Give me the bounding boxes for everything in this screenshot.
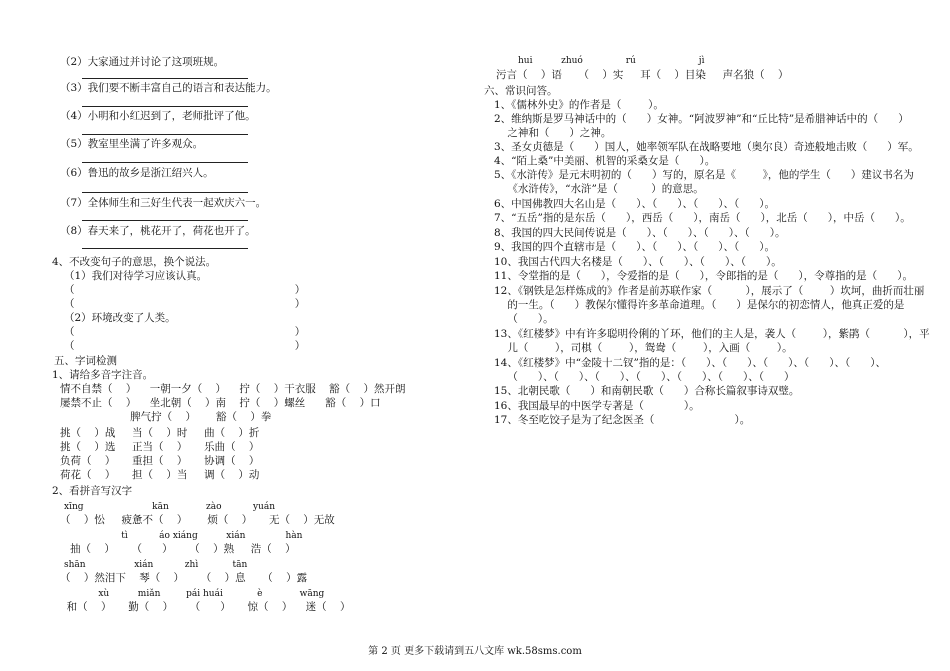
pinyin-row: xù miǎn pái huái è wāng: [64, 589, 325, 599]
qa-item: （ ）。: [494, 313, 554, 325]
answer-line: [82, 78, 248, 79]
qa-item: 15、北朝民歌（ ）和南朝民歌（ ）合称长篇叙事诗双璧。: [494, 385, 800, 397]
duoyin-row: 挑（ ）战 当（ ）时 曲（ ）折: [60, 427, 260, 439]
qa-item: 16、我国最早的中医学专著是（ ）。: [494, 400, 700, 412]
question-4-1: （1）我们对待学习应该认真。: [64, 270, 208, 282]
duoyin-row: 负荷（ ） 重担（ ） 协调（ ）: [60, 455, 260, 467]
answer-paren: （ ）: [64, 298, 306, 310]
transform-item-5: （5）教室里坐满了许多观众。: [60, 138, 204, 150]
answer-paren: （ ）: [64, 284, 306, 296]
qa-item: 之神和（ ）之神。: [494, 127, 612, 139]
duoyin-row: 挑（ ）选 正当（ ） 乐曲（ ）: [60, 441, 260, 453]
pinyin-top: hui zhuó rú jì: [518, 56, 705, 66]
question-4-2: （2）环境改变了人类。: [64, 312, 176, 324]
duoyin-row: 屡禁不止（ ） 坐北朝（ ）南 拧（ ）螺丝 豁（ ）口: [60, 397, 381, 409]
qa-item: 儿（ ），司棋（ ），鸳鸯（ ），入画（ ）。: [494, 342, 793, 354]
qa-item: 3、圣女贞德是（ ）国人，她率领军队在战略要地（奥尔良）奇迹般地击败（ ）军。: [494, 141, 919, 153]
pinyin-row: shān xián zhì tān: [64, 560, 248, 570]
qa-item: （ ）、（ ）、（ ）、（ ）、（ ）、（ ）、（ ）: [494, 371, 795, 383]
answer-line: [82, 220, 248, 221]
pinyin-row: tì áo xiáng xián hàn: [64, 531, 303, 541]
chengyu-row: 污言（ ）语 （ ）实 耳（ ）目染 声名狼（ ）: [496, 69, 789, 81]
answer-line: [82, 134, 248, 135]
question-5-1: 1、请给多音字注音。: [52, 369, 154, 381]
answer-line: [82, 192, 248, 193]
hanzi-row: （ ）然泪下 琴（ ） （ ）息 （ ）露: [60, 572, 308, 584]
hanzi-row: （ ）忪 疲惫不（ ） 烦（ ） 无（ ）无故: [60, 514, 335, 526]
qa-item: 6、中国佛教四大名山是（ ）、（ ）、（ ）、（ ）。: [494, 198, 776, 210]
duoyin-row: 脾气拧（ ） 豁（ ）拳: [60, 411, 272, 423]
page-footer: 第 2 页 更多下载请到五八文库 wk.58sms.com: [368, 646, 582, 657]
qa-item: 11、令堂指的是（ ），令爱指的是（ ），令郎指的是（ ），令尊指的是（ ）。: [494, 270, 913, 282]
transform-item-4: （4）小明和小红迟到了，老师批评了他。: [60, 110, 256, 122]
section-6-title: 六、常识问答。: [484, 85, 558, 97]
hanzi-row: 抽（ ） （ ） （ ）熟 浩（ ）: [60, 543, 296, 555]
transform-item-8: （8）春天来了，桃花开了，荷花也开了。: [60, 225, 256, 237]
qa-item: 17、冬至吃饺子是为了纪念医圣（ ）。: [494, 414, 751, 426]
qa-item: 的一生。（ ）教保尔懂得许多革命道理。（ ）是保尔的初恋情人，他真正爱的是: [494, 299, 905, 311]
qa-item: 14、《红楼梦》中“金陵十二钗”指的是：（ ）、（ ）、（ ）、（ ）、（ ）、: [494, 357, 886, 369]
pinyin-row: xīng kān zào yuán: [64, 502, 276, 512]
answer-paren: （ ）: [64, 326, 306, 338]
transform-item-7: （7）全体师生和三好生代表一起欢庆六一。: [60, 197, 267, 209]
qa-item: 《水浒传》，“水浒”是（ ）的意思。: [494, 183, 704, 195]
qa-item: 7、“五岳”指的是东岳（ ），西岳（ ），南岳（ ），北岳（ ），中岳（ ）。: [494, 212, 911, 224]
question-4-title: 4、不改变句子的意思，换个说法。: [52, 256, 217, 268]
qa-item: 12、《钢铁是怎样炼成的》作者是前苏联作家（ ），展示了（ ）坎坷，曲折而壮丽: [494, 285, 925, 297]
answer-line: [82, 106, 248, 107]
qa-item: 8、我国的四大民间传说是（ ）、（ ）、（ ）、（ ）。: [494, 227, 786, 239]
answer-line: [82, 162, 248, 163]
hanzi-row: 和（ ） 勤（ ） （ ） 惊（ ） 迷（ ）: [60, 601, 351, 613]
qa-item: 9、我国的四个直辖市是（ ）、（ ）、（ ）、（ ）。: [494, 241, 776, 253]
qa-item: 10、我国古代四大名楼是（ ）、（ ）、（ ）、（ ）。: [494, 256, 782, 268]
qa-item: 1、《儒林外史》的作者是（ ）。: [494, 99, 664, 111]
qa-item: 4、“陌上桑”中美丽、机智的采桑女是（ ）。: [494, 155, 716, 167]
question-5-2: 2、看拼音写汉字: [52, 485, 133, 497]
answer-line: [82, 248, 248, 249]
qa-item: 5、《水浒传》是元末明初的（ ）写的，原名是《 》，他的学生（ ）建议书名为: [494, 169, 914, 181]
duoyin-row: 荷花（ ） 担（ ）当 调（ ）动: [60, 469, 260, 481]
answer-paren: （ ）: [64, 340, 306, 352]
qa-item: 2、维纳斯是罗马神话中的（ ）女神。“阿波罗神”和“丘比特”是希腊神话中的（ ）: [494, 113, 909, 125]
section-5-title: 五、字词检测: [54, 355, 117, 367]
transform-item-2: （2）大家通过并讨论了这项班规。: [60, 56, 225, 68]
qa-item: 13、《红楼梦》中有许多聪明伶俐的丫环，他们的主人是，袭人（ ），紫鹃（ ），平: [494, 328, 930, 340]
transform-item-3: （3）我们要不断丰富自己的语言和表达能力。: [60, 82, 277, 94]
duoyin-row: 情不自禁（ ） 一朝一夕（ ） 拧（ ）干衣服 豁（ ）然开朗: [60, 383, 406, 395]
transform-item-6: （6）鲁迅的故乡是浙江绍兴人。: [60, 167, 214, 179]
